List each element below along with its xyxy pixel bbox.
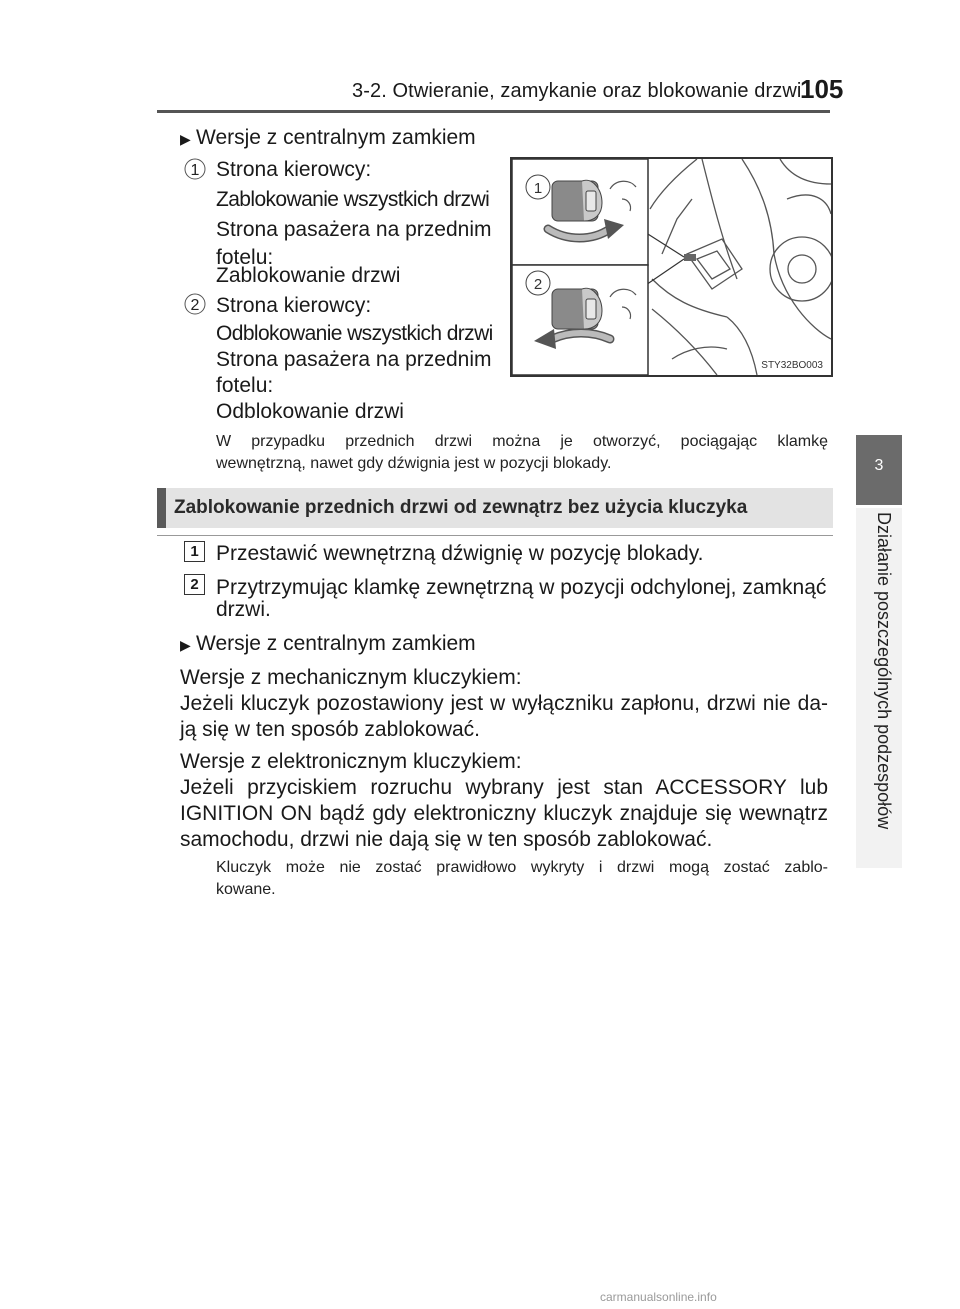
mech-line1: Jeżeli kluczyk pozostawiony jest w wyłączniku zapłonu, drzwi nie da- xyxy=(180,692,828,715)
chapter-number-tab: 3 xyxy=(856,435,902,505)
section-title: Zablokowanie przednich drzwi od zewnątrz bez użycia kluczyka xyxy=(174,497,748,518)
elec-line3: samochodu, drzwi nie dają się w ten sposób zablokować. xyxy=(180,828,713,851)
item1-line2: Zablokowanie wszystkich drzwi xyxy=(216,188,490,211)
figure-code: STY32BO003 xyxy=(761,360,823,371)
item2-line5: Odblokowanie drzwi xyxy=(216,400,404,423)
item2-line4: fotelu: xyxy=(216,374,274,397)
item2-line1: Strona kierowcy: xyxy=(216,294,372,317)
mech-line2: ją się w ten sposób zablokować. xyxy=(180,718,480,741)
step-number-2: 2 xyxy=(184,574,205,595)
svg-text:2: 2 xyxy=(533,276,543,293)
item1-line1: Strona kierowcy: xyxy=(216,158,372,181)
step2-line2: drzwi. xyxy=(216,598,271,621)
door-lock-switch-figure xyxy=(510,157,833,377)
step2-line1: Przytrzymując klamkę zewnętrzną w pozycji odchylonej, zamknąć xyxy=(216,576,827,599)
item-number-2 xyxy=(184,292,206,322)
elec-line1: Jeżeli przyciskiem rozruchu wybrany jest stan ACCESSORY lub xyxy=(180,776,828,799)
svg-text:1: 1 xyxy=(190,162,200,179)
item1-line3: Strona pasażera na przednim xyxy=(216,218,492,241)
chapter-title-tab: Działanie poszczególnych podzespołów xyxy=(874,512,894,830)
watermark: carmanualsonline.info xyxy=(600,1290,717,1304)
triangle-bullet-icon: ▶ xyxy=(180,131,191,147)
triangle-bullet-icon: ▶ xyxy=(180,637,191,653)
step-number-1: 1 xyxy=(184,541,205,562)
heading-central-lock-2: ▶ Wersje z centralnym zamkiem xyxy=(180,630,476,659)
switch-location-marker xyxy=(684,254,696,261)
elec-label: Wersje z elektronicznym kluczykiem: xyxy=(180,750,522,773)
note2-line2: kowane. xyxy=(216,881,276,898)
circled-number-2-icon xyxy=(184,292,206,316)
note2-line1: Kluczyk może nie zostać prawidłowo wykryty i drzwi mogą zostać zablo- xyxy=(216,859,828,876)
item1-line4: fotelu: xyxy=(216,246,274,269)
note-line2: wewnętrzną, nawet gdy dźwignia jest w pozycji blokady. xyxy=(216,455,612,472)
header-rule xyxy=(157,110,830,113)
item2-line3: Strona pasażera na przednim xyxy=(216,348,492,371)
step1-text: Przestawić wewnętrzną dźwignię w pozycję blokady. xyxy=(216,542,704,565)
svg-text:1: 1 xyxy=(533,180,543,197)
svg-text:2: 2 xyxy=(190,297,200,314)
item-number-1 xyxy=(184,157,206,187)
heading-central-lock: ▶ Wersje z centralnym zamkiem xyxy=(180,124,476,153)
section-underline xyxy=(157,535,833,536)
elec-line2: IGNITION ON bądź gdy elektroniczny kluczyk znajduje się wewnątrz xyxy=(180,802,828,825)
circled-number-1-icon xyxy=(184,157,206,181)
door-switch-illustration xyxy=(512,159,831,375)
item1-line5: Zablokowanie drzwi xyxy=(216,264,401,287)
running-header: 3-2. Otwieranie, zamykanie oraz blokowanie drzwi xyxy=(352,80,802,102)
page-number: 105 xyxy=(800,74,844,104)
note-line1: W przypadku przednich drzwi można je otworzyć, pociągając klamkę xyxy=(216,433,828,450)
item2-line2: Odblokowanie wszystkich drzwi xyxy=(216,322,493,345)
mech-label: Wersje z mechanicznym kluczykiem: xyxy=(180,666,522,689)
